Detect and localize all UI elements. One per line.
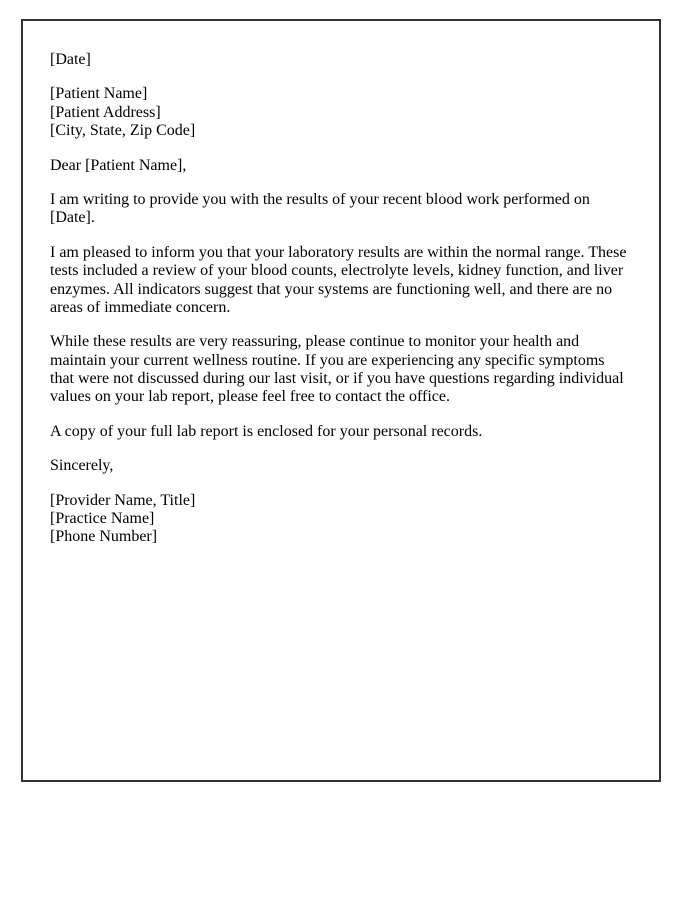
body-paragraph-2: I am pleased to inform you that your laboratory results are within the normal range. These tests included a review of your blood counts, electrolyte levels, kidney function, and liver enzymes. All indicators suggest that your systems are functioning well, and there are no areas of immediate concern. xyxy=(50,243,627,316)
signature-practice: [Practice Name] xyxy=(50,510,155,528)
recipient-city-state-zip: [City, State, Zip Code] xyxy=(50,122,196,140)
body-paragraph-3: While these results are very reassuring, please continue to monitor your health and maintain your current wellness routine. If you are experiencing any specific symptoms that were not discussed during our last visit, or if you have questions regarding individual values on your lab report, please feel free to contact the office. xyxy=(50,333,624,406)
salutation: Dear [Patient Name], xyxy=(50,156,187,174)
recipient-block xyxy=(50,85,632,140)
signature-provider: [Provider Name, Title] xyxy=(50,491,196,509)
body-paragraph-1: I am writing to provide you with the results of your recent blood work performed on [Date]. xyxy=(50,190,590,227)
signature-block xyxy=(50,492,632,547)
recipient-name: [Patient Name] xyxy=(50,85,148,103)
signature-phone: [Phone Number] xyxy=(50,528,158,546)
letter-date: [Date] xyxy=(50,51,91,68)
letter-page xyxy=(21,19,661,782)
recipient-address: [Patient Address] xyxy=(50,103,161,121)
closing: Sincerely, xyxy=(50,457,114,475)
body-paragraph-4: A copy of your full lab report is enclosed for your personal records. xyxy=(50,422,483,440)
